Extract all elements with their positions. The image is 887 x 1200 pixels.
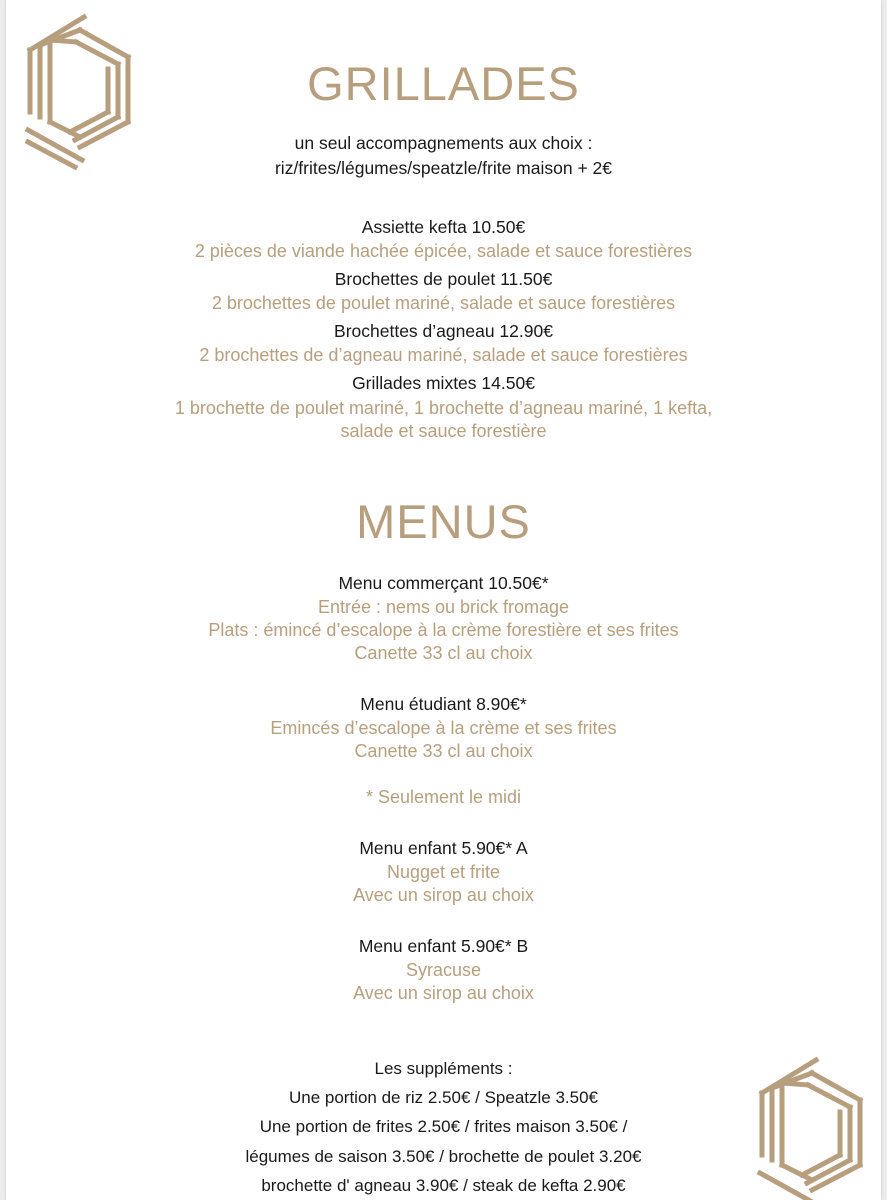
grillades-item-description: salade et sauce forestière bbox=[340, 421, 547, 441]
hexagon-logo-icon bbox=[752, 1055, 864, 1200]
grillades-item-description: 2 brochettes de d’agneau mariné, salade et sauce forestières bbox=[199, 345, 688, 365]
grillades-intro-line-2: riz/frites/légumes/speatzle/frite maison + 2€ bbox=[274, 158, 613, 178]
menu-item-description: Canette 33 cl au choix bbox=[354, 741, 533, 761]
menu-page bbox=[6, 0, 881, 1200]
grillades-item-name: Grillades mixtes 14.50€ bbox=[352, 373, 535, 393]
menu-item-name: Menu commerçant 10.50€* bbox=[338, 573, 549, 593]
menu-item-name: Menu enfant 5.90€* A bbox=[359, 838, 528, 858]
grillades-item-name: Brochettes d’agneau 12.90€ bbox=[334, 321, 553, 341]
grillades-item-name: Assiette kefta 10.50€ bbox=[361, 217, 526, 237]
menu-item-description: Emincés d’escalope à la crème et ses frites bbox=[270, 718, 617, 738]
supplements-line: brochette d' agneau 3.90€ / steak de kefta 2.90€ bbox=[261, 1176, 626, 1195]
menu-item-name: Menu étudiant 8.90€* bbox=[360, 694, 527, 714]
supplements-line: légumes de saison 3.50€ / brochette de poulet 3.20€ bbox=[245, 1147, 642, 1166]
supplements-title: Les suppléments : bbox=[374, 1059, 513, 1078]
section-title-grillades: GRILLADES bbox=[307, 57, 580, 110]
supplements-line: Une portion de riz 2.50€ / Speatzle 3.50€ bbox=[288, 1088, 599, 1107]
menu-item-description: Avec un sirop au choix bbox=[353, 885, 534, 905]
menu-item-description: Avec un sirop au choix bbox=[353, 983, 534, 1003]
menu-item-description: Nugget et frite bbox=[386, 862, 501, 882]
menu-item-description: Plats : émincé d’escalope à la crème forestière et ses frites bbox=[208, 620, 679, 640]
grillades-item-name: Brochettes de poulet 11.50€ bbox=[334, 269, 553, 289]
grillades-item-description: 2 pièces de viande hachée épicée, salade et sauce forestières bbox=[194, 241, 693, 261]
section-title-menus: MENUS bbox=[356, 495, 531, 548]
grillades-item-description: 1 brochette de poulet mariné, 1 brochette d’agneau mariné, 1 kefta, bbox=[174, 398, 713, 418]
menu-note: * Seulement le midi bbox=[365, 787, 522, 807]
grillades-intro-line-1: un seul accompagnements aux choix : bbox=[294, 133, 593, 153]
supplements-line: Une portion de frites 2.50€ / frites maison 3.50€ / bbox=[259, 1117, 628, 1136]
menu-item-description: Entrée : nems ou brick fromage bbox=[317, 597, 570, 617]
menu-item-description: Syracuse bbox=[405, 960, 482, 980]
menu-item-name: Menu enfant 5.90€* B bbox=[358, 936, 529, 956]
menu-item-description: Canette 33 cl au choix bbox=[354, 643, 533, 663]
grillades-item-description: 2 brochettes de poulet mariné, salade et sauce forestières bbox=[211, 293, 676, 313]
